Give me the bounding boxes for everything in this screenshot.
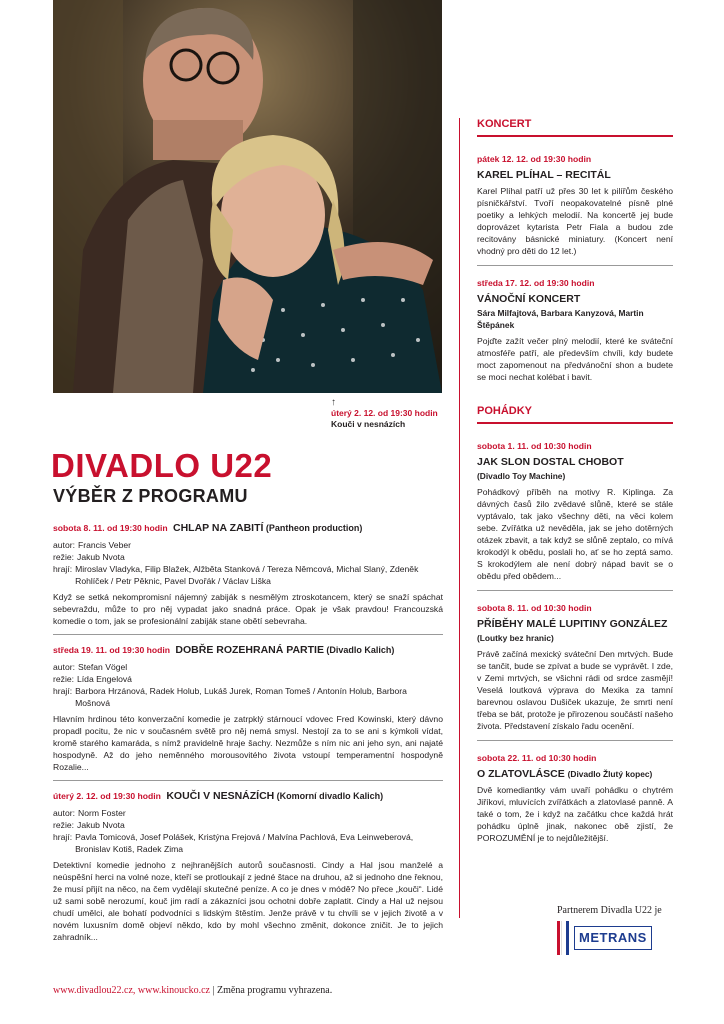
page-subtitle: VÝBĚR Z PROGRAMU (53, 486, 248, 506)
event-date: pátek 12. 12. od 19:30 hodin (477, 154, 592, 164)
event-description: Právě začíná mexický sváteční Den mrtvých. Bude se tančit, bude se zpívat a bude se vyprávět. I zde, v Zemi mrtvých, se všichni rádi od srdce zasmějí! Veselá loutková výprava do Mexika za tamní barevnou oslavou Dušiček ukazuje, že smrti není třeba se bát, protože je přirozenou součástí našeho života. Představení získalo řadu ocenění. (477, 649, 673, 731)
sidebar-program (477, 118, 673, 866)
event-date: úterý 2. 12. od 19:30 hodin (53, 791, 161, 801)
event-description: Dvě komediantky vám uvaří pohádku o chytrém Jiříkovi, mluvících zvířátkách a zlatovlasé panně. A také o tom, že i když na začátku chce každá hrát pohádku úplně jinak, nakonec obě zjistí, že POROZUMĚNÍ je to nejdůležitější. (477, 785, 673, 843)
credit-label: režie: (53, 674, 75, 684)
credit-label: režie: (53, 552, 75, 562)
credit-label: hrají: (53, 564, 73, 574)
event-date: sobota 22. 11. od 10:30 hodin (477, 753, 597, 763)
credit-label: režie: (53, 820, 75, 830)
event-description: Pojďte zažít večer plný melodií, které ke sváteční atmosféře patří, ale především chvíli, kdy budete moct zapomenout na předvánoční shon a budete se moci nechat kolébat i bavit. (477, 336, 673, 382)
event-company: (Pantheon production) (265, 523, 363, 533)
event-jak-slon-dostal-chobot (477, 440, 673, 591)
event-title: KOUČI V NESNÁZÍCH (166, 790, 275, 802)
theatre-events (53, 522, 443, 959)
event-date: sobota 8. 11. od 19:30 hodin (53, 523, 168, 533)
credit-value: Jakub Nvota (77, 552, 125, 562)
column-divider (459, 118, 460, 918)
credit-value: Miroslav Vladyka, Filip Blažek, Alžběta Stanková / Tereza Němcová, Michal Slaný, Zdeněk Rohlíček / Petr Pěknic, Pavel Dvořák / Václav Liška (75, 564, 419, 586)
credit-cast (53, 685, 443, 709)
logo-text: METRANS (574, 926, 652, 950)
hero-photo (53, 0, 442, 393)
credit-label: autor: (53, 540, 75, 550)
event-header (53, 790, 443, 802)
credit-value: Stefan Vögel (77, 662, 128, 672)
footer-note: | Změna programu vyhrazena. (210, 985, 333, 996)
event-date: středa 17. 12. od 19:30 hodin (477, 278, 595, 288)
event-karel-plihal (477, 153, 673, 266)
event-company: (Divadlo Žlutý kopec) (567, 769, 653, 779)
event-company: (Loutky bez hranic) (477, 633, 554, 643)
event-date: středa 19. 11. od 19:30 hodin (53, 645, 171, 655)
event-performers: Sára Milfajtová, Barbara Kanyzová, Martin Štěpánek (477, 308, 644, 330)
caption-title: Kouči v nesnázích (331, 419, 406, 429)
event-title: JAK SLON DOSTAL CHOBOT (477, 456, 624, 468)
credit-label: autor: (53, 662, 75, 672)
event-pribehy-male-lupitiny (477, 602, 673, 741)
metrans-logo (557, 921, 672, 955)
photo-caption (331, 398, 438, 430)
credit-value: Pavla Tomicová, Josef Polášek, Kristýna Frejová / Malvína Pachlová, Eva Leinweberová, Bronislav Kotiš, Radek Zima (75, 832, 414, 854)
event-description: Když se setká nekompromisní nájemný zabiják s nesmělým ztroskotancem, který se snaží spáchat sebevraždu, může to pro něj vypadat jako snadná práce. Opak je však pravdou! Francouzská komedie o tom, jak se profesionální zabiják stane obětí sebevraha. (53, 592, 443, 626)
event-dobre-rozehrana-partie (53, 644, 443, 781)
credit-author (53, 661, 443, 673)
credit-value: Barbora Hrzánová, Radek Holub, Lukáš Jurek, Roman Tomeš / Antonín Holub, Barbora Mošnová (75, 686, 407, 708)
credit-value: Lída Engelová (77, 674, 132, 684)
credit-author (53, 807, 443, 819)
event-kouci-v-nesnazich (53, 790, 443, 950)
event-company: (Divadlo Toy Machine) (477, 471, 566, 481)
event-date: sobota 1. 11. od 10:30 hodin (477, 441, 592, 451)
credit-value: Norm Foster (77, 808, 126, 818)
credit-value: Jakub Nvota (77, 820, 125, 830)
event-description: Hlavním hrdinou této konverzační komedie je zatrpklý stárnoucí vdovec Fred Kowinski, který dávno propadl pocitu, že nic v současném světě pro něj nemá smysl. Nestojí za to se ani s kýmkoli vídat, kromě starého kamaráda, s nímž pravidelně hraje šachy. Nezmůže s ním nic ani jeho syn, ani najaté hospodyně. Až do jeho neměnného morousovitého života vstoupí temperamentní hospodyně Rozalie... (53, 714, 443, 772)
event-title: KAREL PLÍHAL – RECITÁL (477, 169, 611, 181)
partner-text: Partnerem Divadla U22 je (557, 905, 662, 916)
footer-links[interactable]: www.divadlou22.cz, www.kinoucko.cz (53, 985, 210, 996)
event-description: Karel Plíhal patří už přes 30 let k pilířům českého písničkářství. Tvoří neopakovatelné písně plné poetiky a lehkých melodií. Na koncertě jej bude doprovázet kytarista Petr Fiala a budou zde recitovány básnické miniatury. (Koncert není vhodný pro děti do 12 let.) (477, 186, 673, 256)
footer (53, 985, 332, 996)
event-description: Detektivní komedie jednoho z nejhranějších autorů současnosti. Cindy a Hal jsou manželé a neúspěšní herci na volné noze, kteří se protloukají z jedné štace na druhou, až si jednoho dne řeknou, že musí přijít na něco, na čem vydělají skutečné peníze. A co je dnes v módě? No přece „kouči“. Lidé už sami sobě nerozumí, kouč jim radí a zákazníci jsou ochotni dobře zaplatit. Cindy a Hal už nejsou chudí umělci, ale bohatí podvodníci s lidským štěstím. Jenže právě v tu chvíli se v jejich životě a v novém luxusním domě objeví někdo, kdo by mohl všechno změnit, dokonce zničit. Je to jejich zahradník... (53, 860, 443, 942)
event-header (53, 522, 443, 534)
event-title (477, 768, 673, 780)
event-o-zlatovlasce (477, 752, 673, 852)
hero-photo-illustration (53, 0, 442, 393)
arrow-up-icon: ↑ (331, 397, 336, 408)
section-heading-pohadky: POHÁDKY (477, 405, 673, 424)
credit-director (53, 819, 443, 831)
section-heading-koncert: KONCERT (477, 118, 673, 137)
event-company: (Komorní divadlo Kalich) (276, 791, 384, 801)
event-title: CHLAP NA ZABITÍ (173, 522, 264, 534)
event-chlap-na-zabiti (53, 522, 443, 635)
event-date: sobota 8. 11. od 10:30 hodin (477, 603, 592, 613)
page-title: DIVADLO U22 (51, 447, 273, 484)
credit-director (53, 551, 443, 563)
event-vanocni-koncert (477, 277, 673, 391)
event-company: (Divadlo Kalich) (326, 645, 395, 655)
event-title-text: O ZLATOVLÁSCE (477, 768, 565, 780)
credit-cast (53, 831, 443, 855)
caption-date: úterý 2. 12. od 19:30 hodin (331, 408, 438, 418)
event-description: Pohádkový příběh na motivy R. Kiplinga. Za dávných časů žilo zvědavé slůně, které se stále vyptávalo, tak jako všechny děti, na věci kolem sebe. Zvířátka už nevěděla, jak se jeho dotěrných otázek zbavit, a tak když se slůně zeptalo, co mívá krokodýl k obědu, poslali ho, ať se ho zeptá samo. S krokodýlem ale není dobrý nápad bavit se o obědu před obědem... (477, 487, 673, 581)
credit-cast (53, 563, 443, 587)
credit-director (53, 673, 443, 685)
credit-label: autor: (53, 808, 75, 818)
credit-value: Francis Veber (77, 540, 132, 550)
credit-author (53, 539, 443, 551)
event-title: VÁNOČNÍ KONCERT (477, 293, 581, 305)
credit-label: hrají: (53, 686, 73, 696)
credit-label: hrají: (53, 832, 73, 842)
event-title: DOBŘE ROZEHRANÁ PARTIE (175, 644, 324, 656)
event-title: PŘÍBĚHY MALÉ LUPITINY GONZÁLEZ (477, 618, 668, 630)
event-header (53, 644, 443, 656)
logo-flag-icon (557, 921, 570, 955)
